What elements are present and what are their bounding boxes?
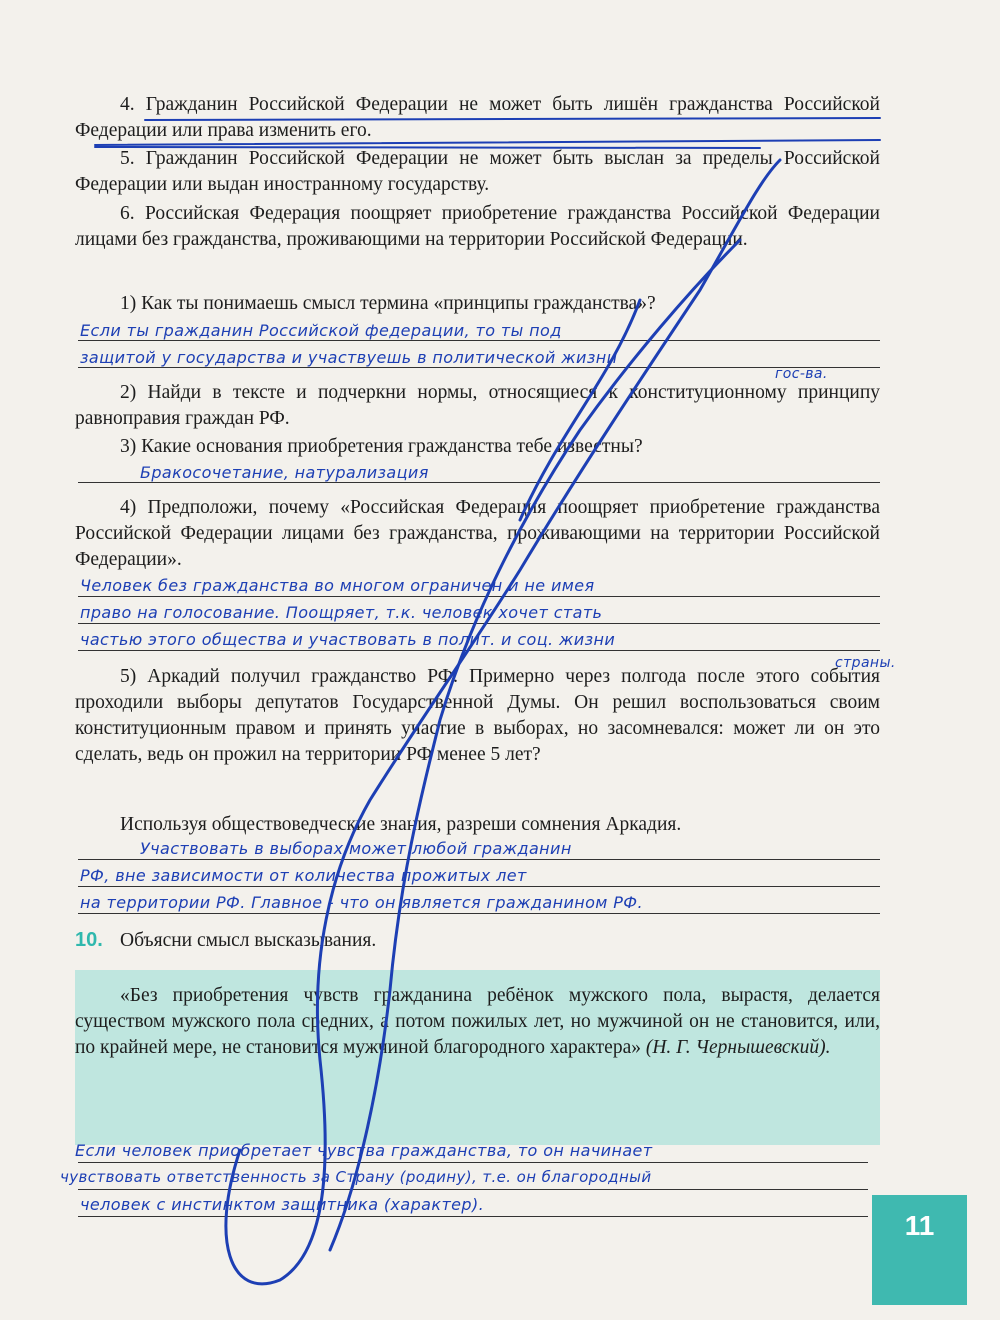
law-paragraph-4 bbox=[75, 92, 880, 144]
question-1-text: 1) Как ты понимаешь смысл термина «принципы гражданства»? bbox=[120, 293, 656, 314]
question-5-task-text: Используя обществоведческие знания, разреши сомнения Аркадия. bbox=[120, 814, 682, 835]
question-3-text: 3) Какие основания приобретения гражданства тебе известны? bbox=[120, 436, 643, 457]
answer-rule bbox=[78, 1162, 868, 1163]
answer-1-line-1: Если ты гражданин Российской федерации, то ты под bbox=[80, 321, 562, 340]
answer-5-line-2: РФ, вне зависимости от количества прожитых лет bbox=[80, 866, 527, 885]
paragraph-5-text: 5. Гражданин Российской Федерации не может быть выслан за пределы Российской Федерации или выдан иностранному государству. bbox=[75, 148, 880, 195]
page-number: 11 bbox=[904, 1210, 935, 1241]
quote-author: (Н. Г. Чернышевский). bbox=[645, 1037, 831, 1058]
exercise-title: Объясни смысл высказывания. bbox=[120, 930, 377, 951]
question-3 bbox=[75, 434, 880, 460]
answer-4-line-3: частью этого общества и участвовать в полит. и соц. жизни bbox=[80, 630, 616, 649]
question-1 bbox=[75, 291, 880, 317]
answer-rule bbox=[78, 482, 880, 483]
answer-1-line-3: гос-ва. bbox=[775, 366, 828, 382]
question-2 bbox=[75, 380, 880, 432]
answer-rule bbox=[78, 859, 880, 860]
paragraph-4-text: 4. Гражданин Российской Федерации не может быть лишён гражданства Российской Федерации или права изменить его. bbox=[75, 94, 880, 141]
question-5 bbox=[75, 664, 880, 768]
answer-10-line-2: чувствовать ответственность за Страну (родину), т.е. он благородный bbox=[60, 1168, 652, 1186]
question-5-text: 5) Аркадий получил гражданство РФ. Примерно через полгода после этого события проходили выборы депутатов Государственной Думы. Он решил воспользоваться своим конституционным правом и принять участие в выборах, но засомневался: может ли он это сделать, ведь он прожил на территории РФ менее 5 лет? bbox=[75, 666, 880, 765]
answer-1-line-2: защитой у государства и участвуешь в политической жизни bbox=[80, 348, 618, 367]
answer-4-line-2: право на голосование. Поощряет, т.к. человек хочет стать bbox=[80, 603, 603, 622]
question-4 bbox=[75, 495, 880, 573]
law-paragraph-5 bbox=[75, 146, 880, 198]
answer-rule bbox=[78, 367, 880, 368]
answer-rule bbox=[78, 886, 880, 887]
answer-rule bbox=[78, 1189, 868, 1190]
answer-10-line-3: человек с инстинктом защитника (характер). bbox=[80, 1195, 485, 1214]
answer-rule bbox=[78, 913, 880, 914]
quote-text: «Без приобретения чувств гражданина ребёнок мужского пола, вырастя, делается существом мужского пола средних, а потом пожилых лет, но мужчиной он не становится, или, по крайней мере, не становится мужчиной благородного характера» bbox=[75, 985, 880, 1058]
law-paragraph-6 bbox=[75, 201, 880, 253]
answer-5-line-1: Участвовать в выборах может любой гражданин bbox=[140, 839, 572, 858]
answer-4-line-4: страны. bbox=[835, 655, 896, 671]
answer-rule bbox=[78, 650, 880, 651]
answer-rule bbox=[78, 340, 880, 341]
exercise-number: 10. bbox=[75, 929, 103, 951]
answer-3: Бракосочетание, натурализация bbox=[140, 463, 429, 482]
question-4-text: 4) Предположи, почему «Российская Федерация поощряет приобретение гражданства Российской Федерации лицами без гражданства, проживающими на территории Российской Федерации». bbox=[75, 497, 880, 570]
question-2-text: 2) Найди в тексте и подчеркни нормы, относящиеся к конституционному принципу равноправия граждан РФ. bbox=[75, 382, 880, 429]
question-5-task bbox=[75, 812, 880, 838]
answer-4-line-1: Человек без гражданства во многом ограничен и не имея bbox=[80, 576, 595, 595]
quote bbox=[75, 983, 880, 1061]
answer-5-line-3: на территории РФ. Главное - что он является гражданином РФ. bbox=[80, 893, 643, 912]
answer-rule bbox=[78, 1216, 868, 1217]
paragraph-6-text: 6. Российская Федерация поощряет приобретение гражданства Российской Федерации лицами без гражданства, проживающими на территории Российской Федерации. bbox=[75, 203, 880, 250]
answer-rule bbox=[78, 623, 880, 624]
answer-rule bbox=[78, 596, 880, 597]
answer-10-line-1: Если человек приобретает чувства гражданства, то он начинает bbox=[75, 1141, 653, 1160]
